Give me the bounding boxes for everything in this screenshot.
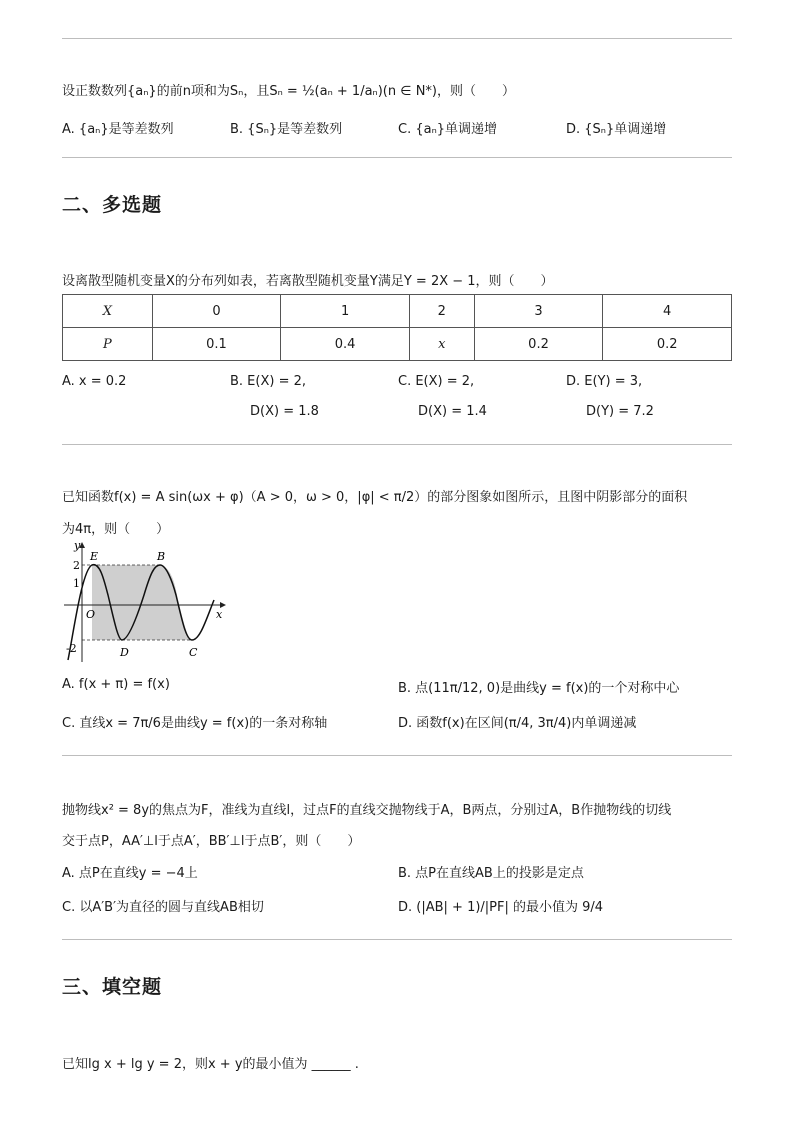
distribution-table: [62, 294, 732, 361]
table-cell: P: [63, 328, 153, 361]
divider: [62, 444, 732, 445]
q3-option-d: D. 函数f(x)在区间(π/4, 3π/4)内单调递减: [398, 716, 637, 731]
point-c-label: C: [189, 646, 198, 659]
question-5-stem: 已知lg x + lg y = 2，则x + y的最小值为 ______ .: [62, 1057, 359, 1072]
table-cell: 0.4: [281, 328, 410, 361]
tick-label: -2: [66, 642, 77, 655]
table-cell: 1: [281, 295, 410, 328]
q1-option-a: A. {aₙ}是等差数列: [62, 122, 174, 137]
tick-label: 1: [73, 577, 80, 590]
table-cell: X: [63, 295, 153, 328]
table-cell: 0.2: [603, 328, 732, 361]
question-3-stem-cont: 为4π，则（ ）: [62, 522, 170, 537]
question-1-stem: 设正数数列{aₙ}的前n项和为Sₙ，且Sₙ = ½(aₙ + 1/aₙ)(n ∈ N*)，则（ ）: [62, 84, 515, 99]
table-cell: 0: [152, 295, 281, 328]
q2-option-c-line2: D(X) = 1.4: [418, 404, 487, 419]
question-4-stem-cont: 交于点P，AA′⊥l于点A′，BB′⊥l于点B′，则（ ）: [62, 834, 361, 849]
x-axis-label: x: [216, 608, 223, 621]
tick-label: 2: [73, 559, 80, 572]
q1-option-b: B. {Sₙ}是等差数列: [230, 122, 343, 137]
q3-option-a: A. f(x + π) = f(x): [62, 677, 170, 692]
point-d-label: D: [120, 646, 129, 659]
question-3-stem: 已知函数f(x) = A sin(ωx + φ)（A > 0，ω > 0，|φ| < π/2）的部分图象如图所示，且图中阴影部分的面积: [62, 490, 688, 505]
table-row: [63, 295, 732, 328]
divider: [62, 939, 732, 940]
section-heading: 三、填空题: [62, 976, 163, 998]
point-e-label: E: [90, 550, 99, 563]
q4-option-a: A. 点P在直线y = −4上: [62, 866, 198, 881]
point-b-label: B: [157, 550, 166, 563]
divider: [62, 38, 732, 39]
q1-option-c: C. {aₙ}单调递增: [398, 122, 498, 137]
table-cell: 0.2: [474, 328, 603, 361]
q2-option-b-line2: D(X) = 1.8: [250, 404, 319, 419]
q4-option-c: C. 以A′B′为直径的圆与直线AB相切: [62, 900, 264, 915]
table-cell: 4: [603, 295, 732, 328]
table-row: [63, 328, 732, 361]
table-cell: 3: [474, 295, 603, 328]
q3-option-c: C. 直线x = 7π/6是曲线y = f(x)的一条对称轴: [62, 716, 328, 731]
q4-option-d: D. (|AB| + 1)/|PF| 的最小值为 9/4: [398, 900, 604, 915]
origin-label: O: [86, 608, 96, 621]
q2-option-a: A. x = 0.2: [62, 374, 127, 389]
question-2-stem: 设离散型随机变量X的分布列如表，若离散型随机变量Y满足Y = 2X − 1，则（ ）: [62, 274, 554, 289]
sine-graph-figure: [60, 540, 230, 665]
q3-option-b: B. 点(11π/12, 0)是曲线y = f(x)的一个对称中心: [398, 681, 680, 696]
table-cell: 2: [409, 295, 474, 328]
q2-option-c: C. E(X) = 2,: [398, 374, 475, 389]
q1-option-d: D. {Sₙ}单调递增: [566, 122, 667, 137]
divider: [62, 157, 732, 158]
q4-option-b: B. 点P在直线AB上的投影是定点: [398, 866, 584, 881]
table-cell: x: [409, 328, 474, 361]
q2-option-d: D. E(Y) = 3,: [566, 374, 643, 389]
divider: [62, 755, 732, 756]
section-heading: 二、多选题: [62, 194, 163, 216]
question-4-stem: 抛物线x² = 8y的焦点为F，准线为直线l，过点F的直线交抛物线于A，B两点，分别过A，B作抛物线的切线: [62, 803, 672, 818]
y-axis-label: y: [74, 540, 81, 552]
q2-option-d-line2: D(Y) = 7.2: [586, 404, 654, 419]
table-cell: 0.1: [152, 328, 281, 361]
q2-option-b: B. E(X) = 2,: [230, 374, 307, 389]
